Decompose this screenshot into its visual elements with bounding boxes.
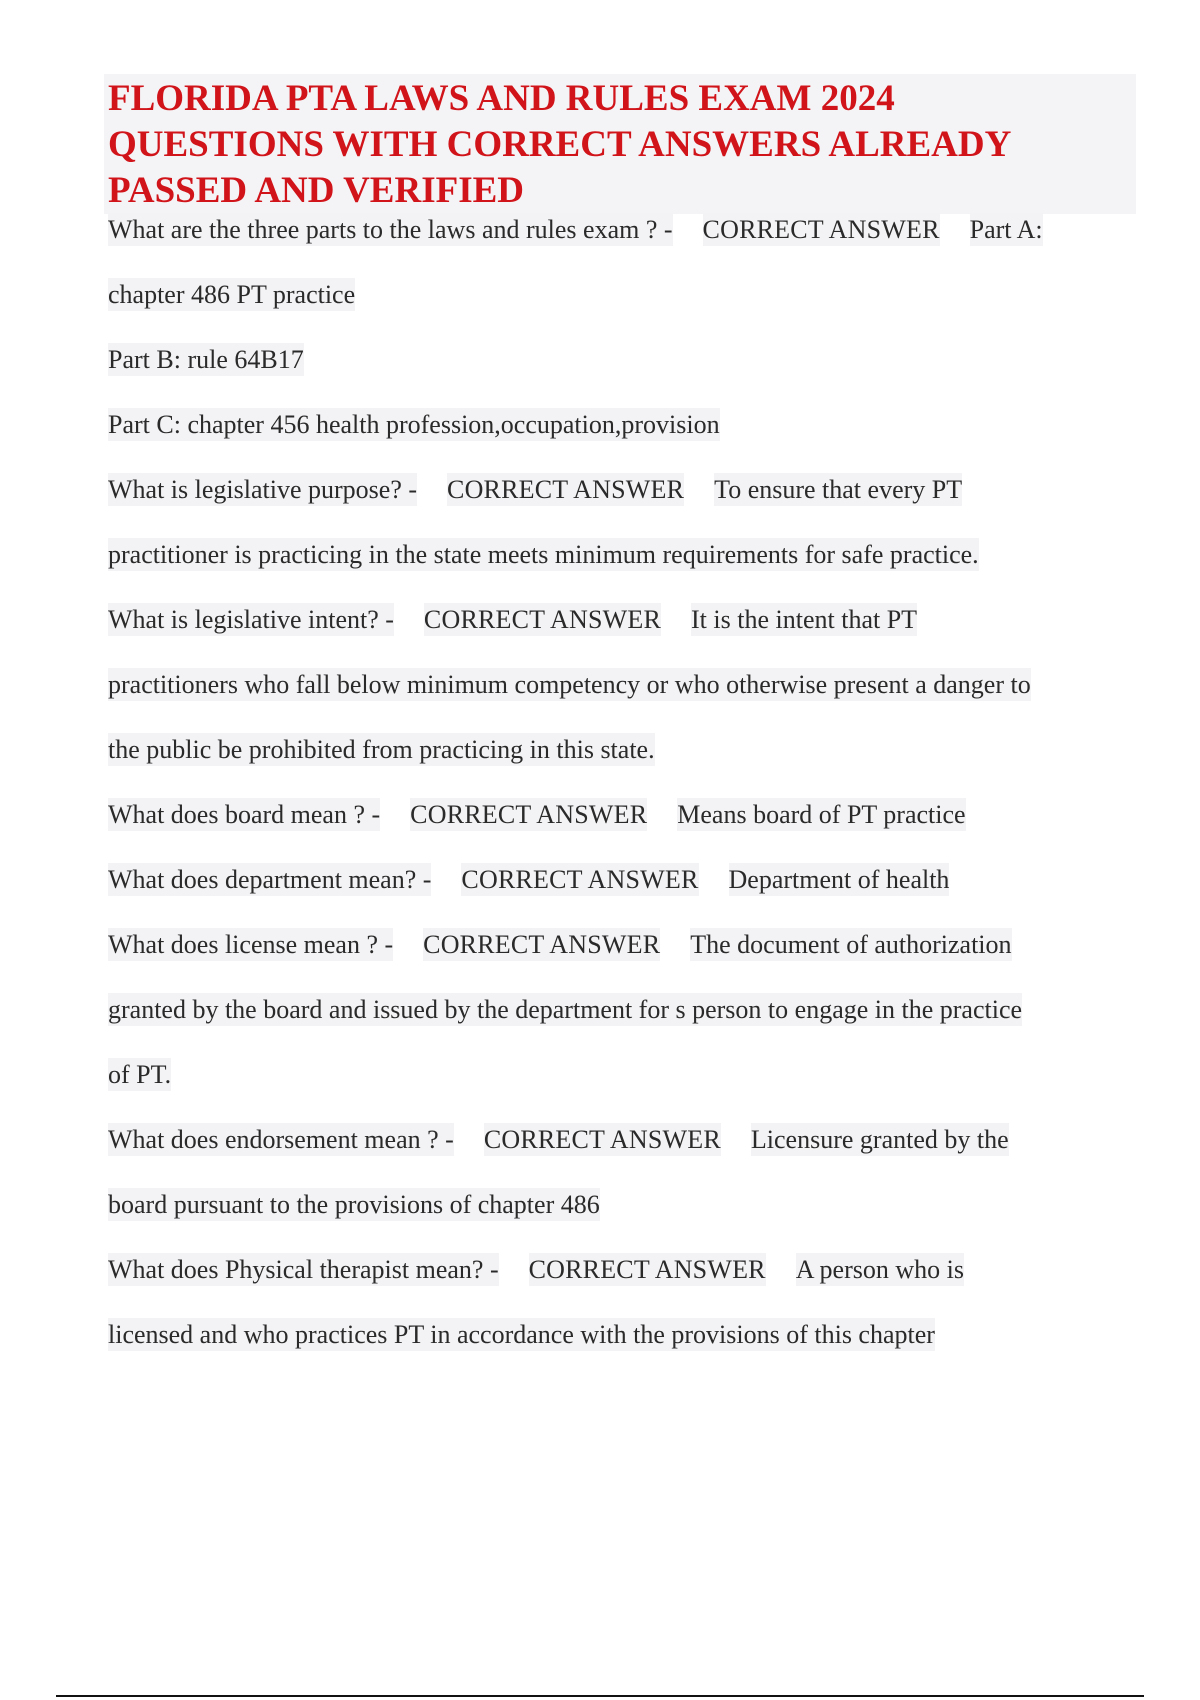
answer-continuation [108, 1058, 171, 1092]
answer-continuation [108, 1188, 600, 1222]
question-text: What does Physical therapist mean? - [108, 1255, 499, 1284]
correct-answer-label: CORRECT ANSWER [461, 865, 699, 894]
answer-continuation [108, 993, 1022, 1027]
correct-answer-label: CORRECT ANSWER [423, 930, 661, 959]
answer-continuation [108, 278, 355, 312]
question-text: What are the three parts to the laws and rules exam ? - [108, 215, 673, 244]
title-line: PASSED AND VERIFIED [108, 170, 524, 211]
answer-continuation [108, 668, 1031, 702]
question-text: What does board mean ? - [108, 800, 381, 829]
answer-continuation [108, 1318, 935, 1352]
correct-answer-label: CORRECT ANSWER [423, 605, 662, 634]
qa-item-three-parts [108, 213, 1043, 247]
title-line: QUESTIONS WITH CORRECT ANSWERS ALREADY [108, 124, 1012, 165]
qa-item-physical-therapist [108, 1253, 964, 1287]
answer-text: Means board of PT practice [677, 800, 966, 829]
answer-line: of PT. [108, 1060, 172, 1089]
answer-text: The document of authorization [690, 930, 1012, 959]
answer-continuation [108, 733, 655, 767]
question-text: What is legislative intent? - [108, 605, 394, 634]
document-title [104, 74, 1136, 214]
correct-answer-label: CORRECT ANSWER [447, 475, 685, 504]
title-line: FLORIDA PTA LAWS AND RULES EXAM 2024 [108, 78, 895, 119]
answer-text: Part A: [969, 215, 1043, 244]
answer-continuation [108, 343, 304, 377]
answer-continuation [108, 408, 720, 442]
answer-line: board pursuant to the provisions of chapter 486 [108, 1190, 600, 1219]
answer-text: Licensure granted by the [750, 1125, 1009, 1154]
answer-text: A person who is [795, 1255, 964, 1284]
answer-continuation [108, 538, 979, 572]
question-text: What does department mean? - [108, 865, 432, 894]
answer-line: the public be prohibited from practicing in this state. [108, 735, 655, 764]
footer-divider [56, 1695, 1144, 1697]
question-text: What does endorsement mean ? - [108, 1125, 454, 1154]
correct-answer-label: CORRECT ANSWER [528, 1255, 766, 1284]
answer-line: Part C: chapter 456 health profession,occupation,provision [108, 410, 720, 439]
answer-line: licensed and who practices PT in accordance with the provisions of this chapter [108, 1320, 935, 1349]
question-text: What does license mean ? - [108, 930, 394, 959]
answer-line: granted by the board and issued by the department for s person to engage in the practice [108, 995, 1023, 1024]
answer-text: Department of health [728, 865, 950, 894]
qa-item-department [108, 863, 949, 897]
answer-line: practitioner is practicing in the state meets minimum requirements for safe practice. [108, 540, 979, 569]
qa-item-endorsement [108, 1123, 1009, 1157]
question-text: What is legislative purpose? - [108, 475, 418, 504]
answer-line: Part B: rule 64B17 [108, 345, 304, 374]
correct-answer-label: CORRECT ANSWER [483, 1125, 721, 1154]
correct-answer-label: CORRECT ANSWER [410, 800, 648, 829]
answer-line: practitioners who fall below minimum competency or who otherwise present a danger to [108, 670, 1031, 699]
qa-item-license [108, 928, 1012, 962]
correct-answer-label: CORRECT ANSWER [702, 215, 940, 244]
answer-text: To ensure that every PT [714, 475, 963, 504]
qa-item-board [108, 798, 966, 832]
answer-line: chapter 486 PT practice [108, 280, 356, 309]
qa-item-legislative-purpose [108, 473, 962, 507]
answer-text: It is the intent that PT [691, 605, 918, 634]
qa-item-legislative-intent [108, 603, 917, 637]
